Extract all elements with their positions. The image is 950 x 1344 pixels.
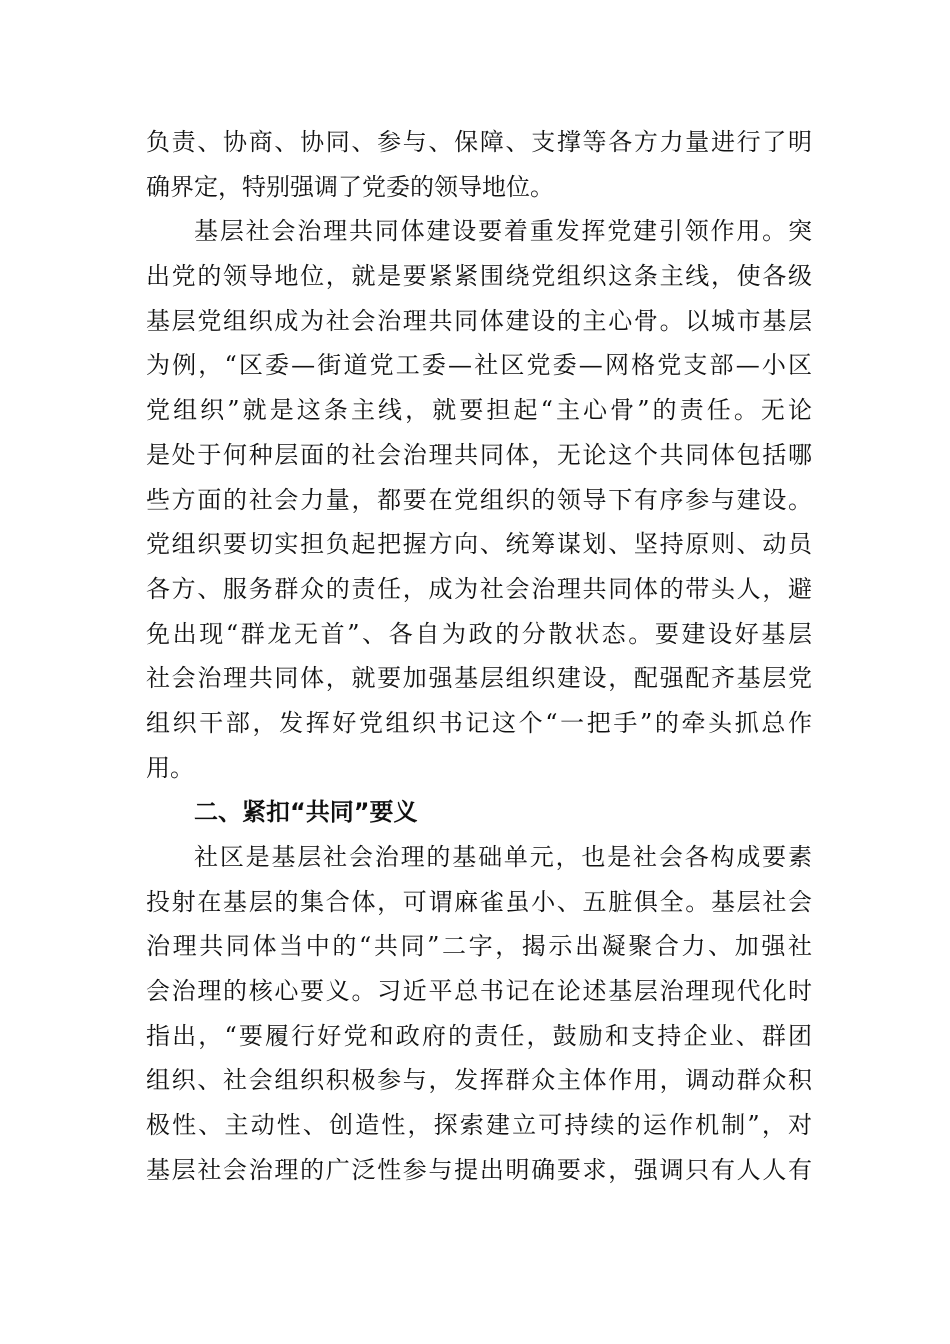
text-line: 会治理的核心要义。习近平总书记在论述基层治理现代化时 xyxy=(146,977,812,1006)
paragraph-continued xyxy=(146,120,812,209)
text-line: 社区是基层社会治理的基础单元，也是社会各构成要素 xyxy=(194,843,812,871)
text-line: 组织、社会组织积极参与，发挥群众主体作用，调动群众积 xyxy=(146,1066,812,1095)
text-line: 基层社会治理的广泛性参与提出明确要求，强调只有人人有 xyxy=(146,1155,812,1184)
text-line: 投射在基层的集合体，可谓麻雀虽小、五脏俱全。基层社会 xyxy=(146,887,812,916)
document-body xyxy=(146,120,812,1193)
text-line: 社会治理共同体，就要加强基层组织建设，配强配齐基层党 xyxy=(146,664,812,693)
text-line: 基层社会治理共同体建设要着重发挥党建引领作用。突 xyxy=(194,217,812,246)
paragraph-community xyxy=(146,835,812,1193)
text-line: 负责、协商、协同、参与、保障、支撑等各方力量进行了明 xyxy=(146,128,812,156)
text-line: 党组织要切实担负起把握方向、统筹谋划、坚持原则、动员 xyxy=(146,530,812,559)
text-line: 指出，“要履行好党和政府的责任，鼓励和支持企业、群团 xyxy=(146,1021,812,1050)
section-heading: 二、紧扣“共同”要义 xyxy=(194,798,418,827)
text-line: 党组织”就是这条主线，就要担起“主心骨”的责任。无论 xyxy=(146,396,812,425)
text-line: 免出现“群龙无首”、各自为政的分散状态。要建设好基层 xyxy=(146,619,812,648)
text-line: 些方面的社会力量，都要在党组织的领导下有序参与建设。 xyxy=(146,485,812,514)
text-line: 确界定，特别强调了党委的领导地位。 xyxy=(146,172,554,201)
text-line: 是处于何种层面的社会治理共同体，无论这个共同体包括哪 xyxy=(146,440,812,469)
text-line: 为例，“区委—街道党工委—社区党委—网格党支部—小区 xyxy=(146,351,812,380)
text-line: 出党的领导地位，就是要紧紧围绕党组织这条主线，使各级 xyxy=(146,262,812,291)
text-line: 治理共同体当中的“共同”二字，揭示出凝聚合力、加强社 xyxy=(146,932,812,961)
text-line: 组织干部，发挥好党组织书记这个“一把手”的牵头抓总作 xyxy=(146,708,812,737)
text-line: 各方、服务群众的责任，成为社会治理共同体的带头人，避 xyxy=(146,574,812,603)
paragraph-party-leadership xyxy=(146,209,812,790)
text-line: 用。 xyxy=(146,753,194,782)
text-line: 基层党组织成为社会治理共同体建设的主心骨。以城市基层 xyxy=(146,306,812,335)
text-line: 极性、主动性、创造性，探索建立可持续的运作机制”，对 xyxy=(146,1111,812,1140)
